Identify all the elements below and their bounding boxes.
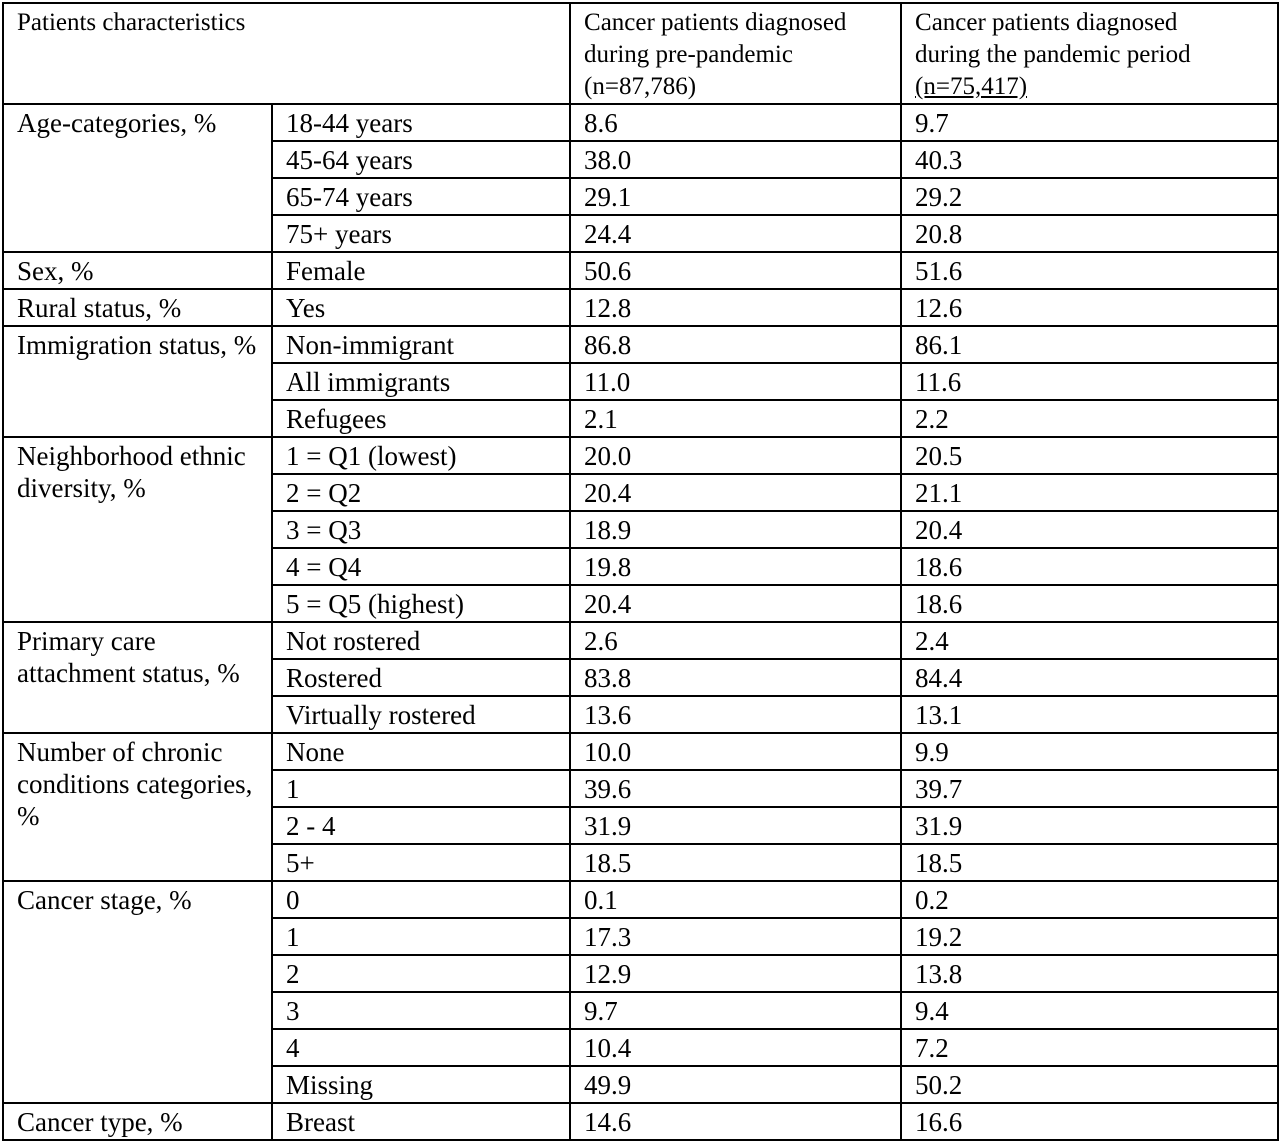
table-row	[3, 326, 1278, 363]
pre-pandemic-value: 86.8	[570, 326, 901, 363]
pandemic-value: 13.8	[901, 955, 1278, 992]
header-characteristics-label: Patients characteristics	[17, 9, 246, 36]
pre-pandemic-value: 0.1	[570, 881, 901, 918]
group-label: Sex, %	[3, 252, 272, 289]
header-pandemic-line1: Cancer patients diagnosed	[915, 9, 1178, 36]
pandemic-value: 7.2	[901, 1029, 1278, 1066]
pandemic-value: 18.6	[901, 548, 1278, 585]
pandemic-value: 9.4	[901, 992, 1278, 1029]
pandemic-value: 84.4	[901, 659, 1278, 696]
pre-pandemic-value: 17.3	[570, 918, 901, 955]
group-label: Neighborhood ethnic diversity, %	[3, 437, 272, 622]
pandemic-value: 18.5	[901, 844, 1278, 881]
pandemic-value: 0.2	[901, 881, 1278, 918]
category-cell: 5+	[272, 844, 570, 881]
category-cell: 1	[272, 918, 570, 955]
table-body	[3, 104, 1278, 1140]
pre-pandemic-value: 83.8	[570, 659, 901, 696]
table-row	[3, 437, 1278, 474]
category-cell: Yes	[272, 289, 570, 326]
category-cell: 4 = Q4	[272, 548, 570, 585]
pre-pandemic-value: 19.8	[570, 548, 901, 585]
category-cell: 2 - 4	[272, 807, 570, 844]
pre-pandemic-value: 14.6	[570, 1103, 901, 1140]
header-characteristics	[3, 3, 570, 104]
category-cell: Not rostered	[272, 622, 570, 659]
header-pandemic-line3: (n=75,417)	[915, 73, 1028, 100]
group-label: Immigration status, %	[3, 326, 272, 437]
category-cell: 1	[272, 770, 570, 807]
category-cell: 5 = Q5 (highest)	[272, 585, 570, 622]
pre-pandemic-value: 29.1	[570, 178, 901, 215]
patient-characteristics-table	[2, 2, 1279, 1141]
category-cell: 75+ years	[272, 215, 570, 252]
pandemic-value: 9.9	[901, 733, 1278, 770]
category-cell: Rostered	[272, 659, 570, 696]
table-row	[3, 104, 1278, 141]
header-pre-line1: Cancer patients diagnosed	[584, 9, 847, 36]
table-row	[3, 622, 1278, 659]
table-row	[3, 1103, 1278, 1140]
pre-pandemic-value: 18.5	[570, 844, 901, 881]
category-cell: 1 = Q1 (lowest)	[272, 437, 570, 474]
header-pre-line2: during pre-pandemic	[584, 41, 793, 68]
category-cell: 3 = Q3	[272, 511, 570, 548]
pre-pandemic-value: 11.0	[570, 363, 901, 400]
pre-pandemic-value: 50.6	[570, 252, 901, 289]
category-cell: Refugees	[272, 400, 570, 437]
pandemic-value: 19.2	[901, 918, 1278, 955]
pre-pandemic-value: 12.9	[570, 955, 901, 992]
category-cell: Female	[272, 252, 570, 289]
pandemic-value: 21.1	[901, 474, 1278, 511]
pandemic-value: 40.3	[901, 141, 1278, 178]
category-cell: 65-74 years	[272, 178, 570, 215]
category-cell: Virtually rostered	[272, 696, 570, 733]
pandemic-value: 2.4	[901, 622, 1278, 659]
pre-pandemic-value: 31.9	[570, 807, 901, 844]
pandemic-value: 20.5	[901, 437, 1278, 474]
table-row	[3, 252, 1278, 289]
group-label: Cancer type, %	[3, 1103, 272, 1140]
pre-pandemic-value: 18.9	[570, 511, 901, 548]
header-pre-pandemic	[570, 3, 901, 104]
pre-pandemic-value: 20.0	[570, 437, 901, 474]
pandemic-value: 16.6	[901, 1103, 1278, 1140]
pandemic-value: 12.6	[901, 289, 1278, 326]
header-pandemic-line2: during the pandemic period	[915, 41, 1191, 68]
pandemic-value: 20.4	[901, 511, 1278, 548]
category-cell: 0	[272, 881, 570, 918]
category-cell: 45-64 years	[272, 141, 570, 178]
category-cell: 18-44 years	[272, 104, 570, 141]
header-pre-line3: (n=87,786)	[584, 73, 697, 100]
table-row	[3, 881, 1278, 918]
category-cell: 3	[272, 992, 570, 1029]
group-label: Age-categories, %	[3, 104, 272, 252]
pre-pandemic-value: 39.6	[570, 770, 901, 807]
group-label: Rural status, %	[3, 289, 272, 326]
pandemic-value: 86.1	[901, 326, 1278, 363]
pre-pandemic-value: 24.4	[570, 215, 901, 252]
pandemic-value: 2.2	[901, 400, 1278, 437]
pre-pandemic-value: 20.4	[570, 474, 901, 511]
category-cell: Breast	[272, 1103, 570, 1140]
category-cell: 2 = Q2	[272, 474, 570, 511]
group-label: Cancer stage, %	[3, 881, 272, 1103]
pre-pandemic-value: 10.0	[570, 733, 901, 770]
pre-pandemic-value: 49.9	[570, 1066, 901, 1103]
pandemic-value: 50.2	[901, 1066, 1278, 1103]
pre-pandemic-value: 20.4	[570, 585, 901, 622]
pandemic-value: 39.7	[901, 770, 1278, 807]
pre-pandemic-value: 12.8	[570, 289, 901, 326]
header-pandemic	[901, 3, 1278, 104]
pre-pandemic-value: 2.6	[570, 622, 901, 659]
pandemic-value: 31.9	[901, 807, 1278, 844]
category-cell: Missing	[272, 1066, 570, 1103]
pre-pandemic-value: 38.0	[570, 141, 901, 178]
table-header-row	[3, 3, 1278, 104]
category-cell: Non-immigrant	[272, 326, 570, 363]
pre-pandemic-value: 10.4	[570, 1029, 901, 1066]
category-cell: All immigrants	[272, 363, 570, 400]
category-cell: None	[272, 733, 570, 770]
pandemic-value: 20.8	[901, 215, 1278, 252]
pre-pandemic-value: 13.6	[570, 696, 901, 733]
pandemic-value: 13.1	[901, 696, 1278, 733]
pre-pandemic-value: 2.1	[570, 400, 901, 437]
group-label: Number of chronic conditions categories, %	[3, 733, 272, 881]
pandemic-value: 18.6	[901, 585, 1278, 622]
pandemic-value: 29.2	[901, 178, 1278, 215]
pandemic-value: 51.6	[901, 252, 1278, 289]
pandemic-value: 11.6	[901, 363, 1278, 400]
table-row	[3, 289, 1278, 326]
pre-pandemic-value: 8.6	[570, 104, 901, 141]
category-cell: 2	[272, 955, 570, 992]
group-label: Primary care attachment status, %	[3, 622, 272, 733]
category-cell: 4	[272, 1029, 570, 1066]
pre-pandemic-value: 9.7	[570, 992, 901, 1029]
pandemic-value: 9.7	[901, 104, 1278, 141]
table-row	[3, 733, 1278, 770]
